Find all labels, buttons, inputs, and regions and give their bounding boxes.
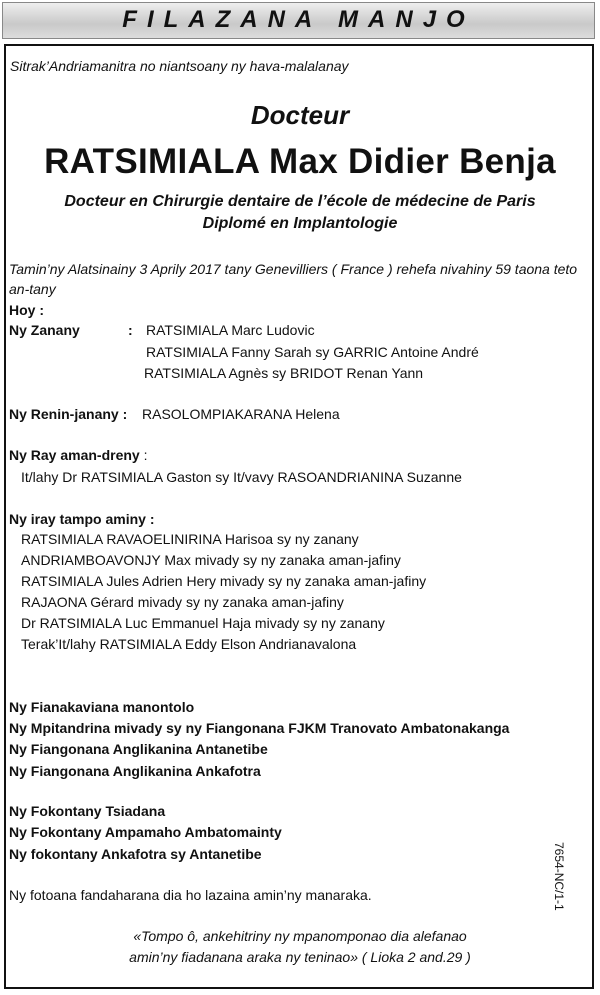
schedule-notice: Ny fotoana fandaharana dia ho lazaina amin’ny manaraka.: [9, 887, 372, 903]
intro-text: Sitrak’Andriamanitra no niantsoany ny hava-malalanay: [10, 58, 349, 74]
iray-tampo-name: RAJAONA Gérard mivady sy ny zanaka aman-jafiny: [21, 594, 344, 610]
ray-aman-dreny-colon: :: [139, 447, 148, 463]
iray-tampo-name: Dr RATSIMIALA Luc Emmanuel Haja mivady sy ny zanany: [21, 615, 385, 631]
header-title: FILAZANA MANJO: [122, 6, 475, 33]
zanany-colon: :: [128, 322, 133, 338]
group-line: Ny Fiangonana Anglikanina Antanetibe: [9, 741, 268, 757]
renin-janany-name: RASOLOMPIAKARANA Helena: [142, 406, 340, 422]
fokontany-line: Ny Fokontany Ampamaho Ambatomainty: [9, 824, 282, 840]
zanany-label: Ny Zanany: [9, 322, 80, 338]
subtitle-qualification: Docteur en Chirurgie dentaire de l’école de médecine de Paris: [64, 193, 536, 210]
iray-tampo-label: Ny iray tampo aminy :: [9, 511, 155, 527]
bible-quote-line2: amin’ny fiadanana araka ny teninao» ( Lioka 2 and.29 ): [129, 949, 471, 965]
deceased-name: RATSIMIALA Max Didier Benja: [44, 142, 556, 181]
header-banner: [2, 2, 595, 39]
ray-aman-dreny-label: Ny Ray aman-dreny: [9, 447, 140, 463]
iray-tampo-name: ANDRIAMBOAVONJY Max mivady sy ny zanaka aman-jafiny: [21, 552, 401, 568]
ray-aman-dreny-name: It/lahy Dr RATSIMIALA Gaston sy It/vavy RASOANDRIANINA Suzanne: [21, 469, 462, 485]
iray-tampo-name: RATSIMIALA RAVAOELINIRINA Harisoa sy ny zanany: [21, 531, 359, 547]
death-announcement-line1: Tamin’ny Alatsinainy 3 Aprily 2017 tany Genevilliers ( France ) rehefa nivahiny 59 taona teto: [9, 261, 578, 277]
iray-tampo-name: RATSIMIALA Jules Adrien Hery mivady sy ny zanaka aman-jafiny: [21, 573, 427, 589]
reference-code: 7654-NC/1-1: [552, 842, 566, 911]
renin-janany-label: Ny Renin-janany :: [9, 406, 128, 422]
ray-aman-dreny-heading: [9, 446, 148, 464]
subtitle-diploma: Diplomé en Implantologie: [202, 215, 398, 232]
title-docteur: Docteur: [250, 100, 350, 130]
bible-quote-line1: «Tompo ô, ankehitriny ny mpanomponao dia alefanao: [133, 928, 467, 944]
fokontany-line: Ny Fokontany Tsiadana: [9, 803, 166, 819]
zanany-name: RATSIMIALA Marc Ludovic: [146, 322, 315, 338]
hoy-label: Hoy :: [9, 302, 44, 318]
death-announcement-line2: an-tany: [9, 281, 56, 297]
iray-tampo-name: Terak’It/lahy RATSIMIALA Eddy Elson Andrianavalona: [21, 636, 357, 652]
group-line: Ny Mpitandrina mivady sy ny Fiangonana FJKM Tranovato Ambatonakanga: [9, 720, 510, 736]
zanany-name: RATSIMIALA Fanny Sarah sy GARRIC Antoine André: [146, 344, 479, 360]
zanany-name: RATSIMIALA Agnès sy BRIDOT Renan Yann: [144, 365, 424, 381]
fokontany-line: Ny fokontany Ankafotra sy Antanetibe: [9, 846, 262, 862]
group-line: Ny Fianakaviana manontolo: [9, 699, 195, 715]
group-line: Ny Fiangonana Anglikanina Ankafotra: [9, 763, 261, 779]
